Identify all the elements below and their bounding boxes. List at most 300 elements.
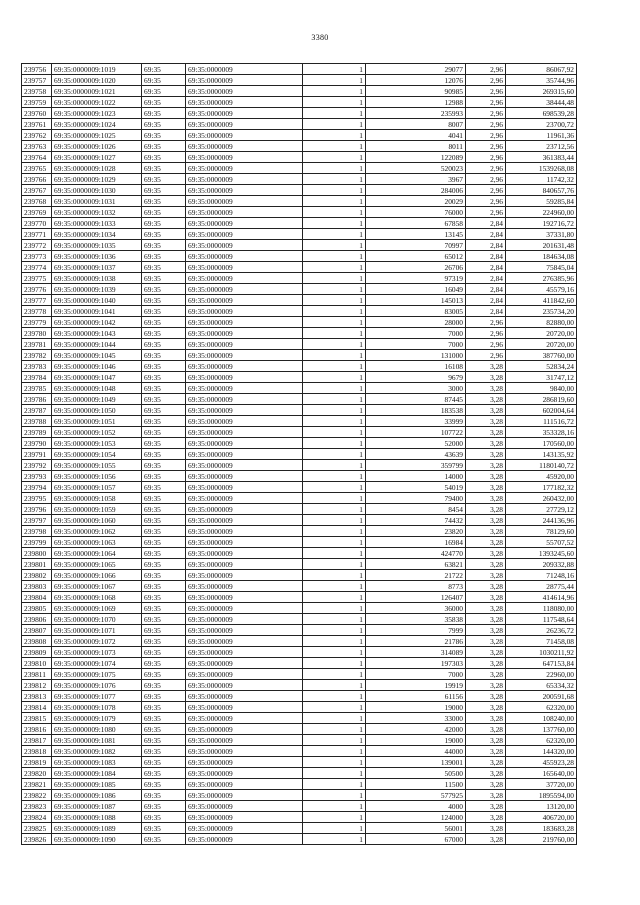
cadastral-value: 62320,00 [506, 702, 577, 713]
row-number: 239797 [22, 515, 52, 526]
block-code: 69:35:0000009 [186, 647, 303, 658]
row-number: 239769 [22, 207, 52, 218]
cadastral-value: 201631,48 [506, 240, 577, 251]
row-number: 239779 [22, 317, 52, 328]
table-row [22, 152, 577, 163]
block-code: 69:35:0000009 [186, 163, 303, 174]
rate-value: 3,28 [466, 438, 506, 449]
area-value: 7999 [366, 625, 466, 636]
rate-value: 2,84 [466, 284, 506, 295]
row-number: 239762 [22, 130, 52, 141]
unit-count: 1 [303, 295, 366, 306]
table-row [22, 339, 577, 350]
cadastral-value: 22960,00 [506, 669, 577, 680]
unit-count: 1 [303, 757, 366, 768]
cadastral-value: 1539268,08 [506, 163, 577, 174]
row-number: 239803 [22, 581, 52, 592]
table-row [22, 647, 577, 658]
block-code: 69:35:0000009 [186, 691, 303, 702]
district-code: 69:35 [142, 735, 186, 746]
cadastral-value: 177182,32 [506, 482, 577, 493]
district-code: 69:35 [142, 548, 186, 559]
block-code: 69:35:0000009 [186, 515, 303, 526]
block-code: 69:35:0000009 [186, 119, 303, 130]
row-number: 239782 [22, 350, 52, 361]
rate-value: 3,28 [466, 548, 506, 559]
table-row [22, 691, 577, 702]
area-value: 52000 [366, 438, 466, 449]
district-code: 69:35 [142, 240, 186, 251]
cadastral-number: 69:35:0000009:1055 [52, 460, 142, 471]
cadastral-value: 9840,00 [506, 383, 577, 394]
table-row [22, 427, 577, 438]
area-value: 35838 [366, 614, 466, 625]
area-value: 28000 [366, 317, 466, 328]
table-row [22, 328, 577, 339]
district-code: 69:35 [142, 141, 186, 152]
rate-value: 2,96 [466, 328, 506, 339]
table-row [22, 746, 577, 757]
row-number: 239806 [22, 614, 52, 625]
cadastral-number: 69:35:0000009:1024 [52, 119, 142, 130]
row-number: 239824 [22, 812, 52, 823]
rate-value: 3,28 [466, 405, 506, 416]
cadastral-value: 11742,32 [506, 174, 577, 185]
cadastral-value: 118080,00 [506, 603, 577, 614]
area-value: 577925 [366, 790, 466, 801]
rate-value: 2,84 [466, 240, 506, 251]
block-code: 69:35:0000009 [186, 306, 303, 317]
unit-count: 1 [303, 394, 366, 405]
district-code: 69:35 [142, 284, 186, 295]
row-number: 239809 [22, 647, 52, 658]
area-value: 79400 [366, 493, 466, 504]
area-value: 3967 [366, 174, 466, 185]
table-row [22, 713, 577, 724]
district-code: 69:35 [142, 713, 186, 724]
area-value: 33000 [366, 713, 466, 724]
table-row [22, 97, 577, 108]
area-value: 139001 [366, 757, 466, 768]
table-row [22, 559, 577, 570]
cadastral-number: 69:35:0000009:1031 [52, 196, 142, 207]
area-value: 16108 [366, 361, 466, 372]
cadastral-value: 52834,24 [506, 361, 577, 372]
cadastral-value: 647153,84 [506, 658, 577, 669]
cadastral-value: 192716,72 [506, 218, 577, 229]
cadastral-number: 69:35:0000009:1090 [52, 834, 142, 845]
page-number: 3380 [311, 33, 329, 42]
cadastral-number: 69:35:0000009:1054 [52, 449, 142, 460]
cadastral-number: 69:35:0000009:1046 [52, 361, 142, 372]
unit-count: 1 [303, 372, 366, 383]
cadastral-number: 69:35:0000009:1086 [52, 790, 142, 801]
district-code: 69:35 [142, 75, 186, 86]
table-row [22, 834, 577, 845]
row-number: 239798 [22, 526, 52, 537]
table-row [22, 669, 577, 680]
block-code: 69:35:0000009 [186, 823, 303, 834]
district-code: 69:35 [142, 449, 186, 460]
row-number: 239756 [22, 64, 52, 75]
row-number: 239777 [22, 295, 52, 306]
unit-count: 1 [303, 152, 366, 163]
rate-value: 3,28 [466, 724, 506, 735]
block-code: 69:35:0000009 [186, 207, 303, 218]
cadastral-value: 31747,12 [506, 372, 577, 383]
district-code: 69:35 [142, 559, 186, 570]
block-code: 69:35:0000009 [186, 680, 303, 691]
block-code: 69:35:0000009 [186, 185, 303, 196]
row-number: 239801 [22, 559, 52, 570]
table-row [22, 306, 577, 317]
block-code: 69:35:0000009 [186, 669, 303, 680]
unit-count: 1 [303, 592, 366, 603]
table-row [22, 702, 577, 713]
cadastral-value: 45920,00 [506, 471, 577, 482]
district-code: 69:35 [142, 383, 186, 394]
area-value: 19000 [366, 702, 466, 713]
row-number: 239788 [22, 416, 52, 427]
unit-count: 1 [303, 548, 366, 559]
area-value: 44000 [366, 746, 466, 757]
cadastral-number: 69:35:0000009:1060 [52, 515, 142, 526]
table-row [22, 218, 577, 229]
unit-count: 1 [303, 834, 366, 845]
table-row [22, 130, 577, 141]
cadastral-number: 69:35:0000009:1036 [52, 251, 142, 262]
district-code: 69:35 [142, 174, 186, 185]
row-number: 239796 [22, 504, 52, 515]
block-code: 69:35:0000009 [186, 152, 303, 163]
cadastral-number: 69:35:0000009:1064 [52, 548, 142, 559]
table-row [22, 207, 577, 218]
cadastral-number: 69:35:0000009:1027 [52, 152, 142, 163]
district-code: 69:35 [142, 757, 186, 768]
cadastral-number: 69:35:0000009:1030 [52, 185, 142, 196]
cadastral-number: 69:35:0000009:1021 [52, 86, 142, 97]
cadastral-value: 411842,60 [506, 295, 577, 306]
table-row [22, 526, 577, 537]
row-number: 239759 [22, 97, 52, 108]
table-row [22, 515, 577, 526]
table-row [22, 284, 577, 295]
rate-value: 2,96 [466, 152, 506, 163]
block-code: 69:35:0000009 [186, 768, 303, 779]
rate-value: 3,28 [466, 449, 506, 460]
block-code: 69:35:0000009 [186, 262, 303, 273]
row-number: 239826 [22, 834, 52, 845]
area-value: 23820 [366, 526, 466, 537]
table-row [22, 625, 577, 636]
table-row [22, 141, 577, 152]
block-code: 69:35:0000009 [186, 141, 303, 152]
table-row [22, 471, 577, 482]
cadastral-value: 361383,44 [506, 152, 577, 163]
block-code: 69:35:0000009 [186, 779, 303, 790]
district-code: 69:35 [142, 823, 186, 834]
cadastral-value: 13120,00 [506, 801, 577, 812]
cadastral-number: 69:35:0000009:1068 [52, 592, 142, 603]
unit-count: 1 [303, 482, 366, 493]
cadastral-value: 137760,00 [506, 724, 577, 735]
unit-count: 1 [303, 460, 366, 471]
unit-count: 1 [303, 603, 366, 614]
block-code: 69:35:0000009 [186, 339, 303, 350]
district-code: 69:35 [142, 119, 186, 130]
unit-count: 1 [303, 614, 366, 625]
block-code: 69:35:0000009 [186, 548, 303, 559]
rate-value: 3,28 [466, 614, 506, 625]
block-code: 69:35:0000009 [186, 295, 303, 306]
cadastral-value: 11961,36 [506, 130, 577, 141]
row-number: 239774 [22, 262, 52, 273]
row-number: 239820 [22, 768, 52, 779]
unit-count: 1 [303, 790, 366, 801]
block-code: 69:35:0000009 [186, 735, 303, 746]
block-code: 69:35:0000009 [186, 625, 303, 636]
area-value: 54019 [366, 482, 466, 493]
cadastral-value: 28775,44 [506, 581, 577, 592]
cadastral-value: 71458,08 [506, 636, 577, 647]
table-row [22, 185, 577, 196]
unit-count: 1 [303, 636, 366, 647]
area-value: 107722 [366, 427, 466, 438]
area-value: 21722 [366, 570, 466, 581]
block-code: 69:35:0000009 [186, 350, 303, 361]
district-code: 69:35 [142, 801, 186, 812]
block-code: 69:35:0000009 [186, 361, 303, 372]
cadastral-number: 69:35:0000009:1069 [52, 603, 142, 614]
district-code: 69:35 [142, 251, 186, 262]
cadastral-value: 117548,64 [506, 614, 577, 625]
block-code: 69:35:0000009 [186, 482, 303, 493]
cadastral-number: 69:35:0000009:1033 [52, 218, 142, 229]
district-code: 69:35 [142, 97, 186, 108]
district-code: 69:35 [142, 350, 186, 361]
district-code: 69:35 [142, 625, 186, 636]
block-code: 69:35:0000009 [186, 526, 303, 537]
unit-count: 1 [303, 625, 366, 636]
rate-value: 2,84 [466, 251, 506, 262]
rate-value: 2,96 [466, 75, 506, 86]
cadastral-value: 45579,16 [506, 284, 577, 295]
district-code: 69:35 [142, 196, 186, 207]
row-number: 239791 [22, 449, 52, 460]
block-code: 69:35:0000009 [186, 438, 303, 449]
unit-count: 1 [303, 702, 366, 713]
row-number: 239816 [22, 724, 52, 735]
district-code: 69:35 [142, 405, 186, 416]
table-row [22, 240, 577, 251]
cadastral-value: 455923,28 [506, 757, 577, 768]
block-code: 69:35:0000009 [186, 581, 303, 592]
district-code: 69:35 [142, 416, 186, 427]
area-value: 424770 [366, 548, 466, 559]
district-code: 69:35 [142, 526, 186, 537]
unit-count: 1 [303, 97, 366, 108]
district-code: 69:35 [142, 702, 186, 713]
table-row [22, 537, 577, 548]
area-value: 20029 [366, 196, 466, 207]
unit-count: 1 [303, 812, 366, 823]
row-number: 239823 [22, 801, 52, 812]
table-row [22, 482, 577, 493]
area-value: 83005 [366, 306, 466, 317]
rate-value: 2,96 [466, 339, 506, 350]
cadastral-value: 260432,00 [506, 493, 577, 504]
block-code: 69:35:0000009 [186, 372, 303, 383]
rate-value: 3,28 [466, 779, 506, 790]
block-code: 69:35:0000009 [186, 757, 303, 768]
row-number: 239825 [22, 823, 52, 834]
block-code: 69:35:0000009 [186, 559, 303, 570]
row-number: 239804 [22, 592, 52, 603]
unit-count: 1 [303, 823, 366, 834]
cadastral-number: 69:35:0000009:1038 [52, 273, 142, 284]
rate-value: 3,28 [466, 746, 506, 757]
rate-value: 2,84 [466, 273, 506, 284]
cadastral-value: 387760,00 [506, 350, 577, 361]
table-row [22, 405, 577, 416]
cadastral-number: 69:35:0000009:1041 [52, 306, 142, 317]
block-code: 69:35:0000009 [186, 746, 303, 757]
cadastral-value: 276385,96 [506, 273, 577, 284]
cadastral-number: 69:35:0000009:1052 [52, 427, 142, 438]
rate-value: 3,28 [466, 460, 506, 471]
cadastral-number: 69:35:0000009:1089 [52, 823, 142, 834]
rate-value: 3,28 [466, 669, 506, 680]
cadastral-value: 20720,00 [506, 339, 577, 350]
district-code: 69:35 [142, 493, 186, 504]
block-code: 69:35:0000009 [186, 383, 303, 394]
cadastral-value: 165640,00 [506, 768, 577, 779]
district-code: 69:35 [142, 636, 186, 647]
rate-value: 3,28 [466, 658, 506, 669]
area-value: 12076 [366, 75, 466, 86]
cadastral-number: 69:35:0000009:1028 [52, 163, 142, 174]
district-code: 69:35 [142, 658, 186, 669]
cadastral-value: 184634,08 [506, 251, 577, 262]
rate-value: 3,28 [466, 394, 506, 405]
cadastral-value: 82880,00 [506, 317, 577, 328]
unit-count: 1 [303, 526, 366, 537]
cadastral-value: 170560,00 [506, 438, 577, 449]
unit-count: 1 [303, 570, 366, 581]
row-number: 239772 [22, 240, 52, 251]
district-code: 69:35 [142, 295, 186, 306]
cadastral-number: 69:35:0000009:1044 [52, 339, 142, 350]
rate-value: 2,84 [466, 262, 506, 273]
cadastral-value: 414614,96 [506, 592, 577, 603]
district-code: 69:35 [142, 537, 186, 548]
cadastral-value: 37331,80 [506, 229, 577, 240]
table-row [22, 592, 577, 603]
table-row [22, 801, 577, 812]
table-row [22, 757, 577, 768]
table-row [22, 570, 577, 581]
table-row [22, 86, 577, 97]
area-value: 63821 [366, 559, 466, 570]
table-row [22, 768, 577, 779]
block-code: 69:35:0000009 [186, 812, 303, 823]
rate-value: 3,28 [466, 504, 506, 515]
district-code: 69:35 [142, 372, 186, 383]
district-code: 69:35 [142, 691, 186, 702]
cadastral-number: 69:35:0000009:1032 [52, 207, 142, 218]
block-code: 69:35:0000009 [186, 801, 303, 812]
district-code: 69:35 [142, 64, 186, 75]
table-row [22, 603, 577, 614]
row-number: 239765 [22, 163, 52, 174]
unit-count: 1 [303, 251, 366, 262]
area-value: 97319 [366, 273, 466, 284]
area-value: 19000 [366, 735, 466, 746]
district-code: 69:35 [142, 152, 186, 163]
district-code: 69:35 [142, 229, 186, 240]
unit-count: 1 [303, 141, 366, 152]
unit-count: 1 [303, 350, 366, 361]
row-number: 239787 [22, 405, 52, 416]
district-code: 69:35 [142, 339, 186, 350]
rate-value: 2,96 [466, 185, 506, 196]
rate-value: 2,84 [466, 218, 506, 229]
unit-count: 1 [303, 581, 366, 592]
cadastral-value: 200591,68 [506, 691, 577, 702]
district-code: 69:35 [142, 108, 186, 119]
district-code: 69:35 [142, 669, 186, 680]
unit-count: 1 [303, 746, 366, 757]
cadastral-value: 27729,12 [506, 504, 577, 515]
district-code: 69:35 [142, 515, 186, 526]
row-number: 239799 [22, 537, 52, 548]
cadastral-number: 69:35:0000009:1019 [52, 64, 142, 75]
cadastral-value: 406720,00 [506, 812, 577, 823]
area-value: 87445 [366, 394, 466, 405]
cadastral-number: 69:35:0000009:1043 [52, 328, 142, 339]
row-number: 239790 [22, 438, 52, 449]
block-code: 69:35:0000009 [186, 328, 303, 339]
block-code: 69:35:0000009 [186, 790, 303, 801]
table-row [22, 812, 577, 823]
area-value: 8011 [366, 141, 466, 152]
row-number: 239812 [22, 680, 52, 691]
unit-count: 1 [303, 163, 366, 174]
cadastral-value: 35744,96 [506, 75, 577, 86]
unit-count: 1 [303, 515, 366, 526]
district-code: 69:35 [142, 834, 186, 845]
cadastral-value: 75845,04 [506, 262, 577, 273]
rate-value: 3,28 [466, 713, 506, 724]
block-code: 69:35:0000009 [186, 174, 303, 185]
cadastral-number: 69:35:0000009:1063 [52, 537, 142, 548]
block-code: 69:35:0000009 [186, 130, 303, 141]
rate-value: 3,28 [466, 537, 506, 548]
rate-value: 3,28 [466, 603, 506, 614]
table-row [22, 658, 577, 669]
area-value: 56001 [366, 823, 466, 834]
area-value: 145013 [366, 295, 466, 306]
unit-count: 1 [303, 185, 366, 196]
row-number: 239764 [22, 152, 52, 163]
area-value: 36000 [366, 603, 466, 614]
unit-count: 1 [303, 779, 366, 790]
table-row [22, 581, 577, 592]
table-row [22, 350, 577, 361]
area-value: 50500 [366, 768, 466, 779]
cadastral-number: 69:35:0000009:1087 [52, 801, 142, 812]
district-code: 69:35 [142, 86, 186, 97]
